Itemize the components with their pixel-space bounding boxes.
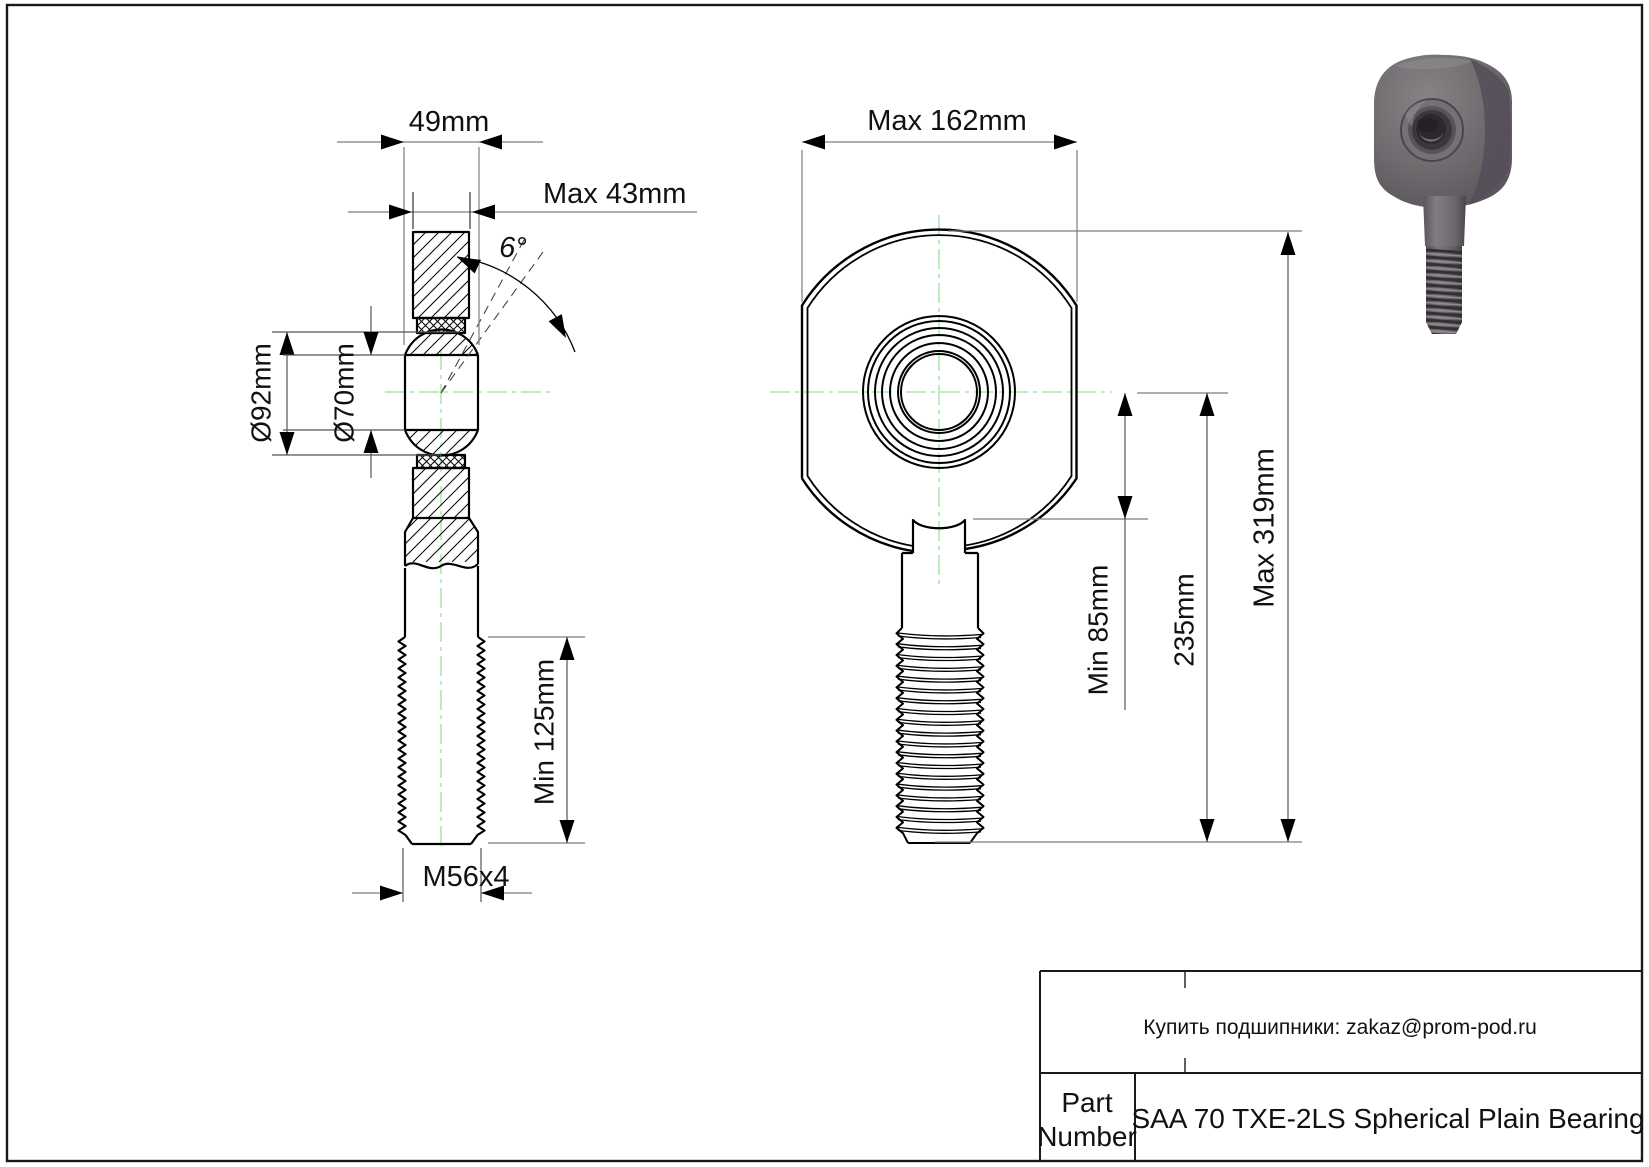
- part-number-label-line2: Number: [1037, 1121, 1137, 1152]
- dim-center-end-label: 235mm: [1168, 573, 1200, 667]
- dim-ball-width-label: 49mm: [408, 106, 490, 138]
- dim-ball-dia-label: Ø92mm: [245, 343, 277, 443]
- dim-head-width-label: Max 43mm: [543, 178, 687, 210]
- dim-front-width-label: Max 162mm: [867, 105, 1027, 137]
- dim-angle-label: 6°: [499, 232, 527, 264]
- 3d-render-rod-end: [1374, 55, 1512, 340]
- title-block-contact: Купить подшипники: zakaz@prom-pod.ru: [1143, 1016, 1537, 1039]
- dim-bore-dia-label: Ø70mm: [328, 343, 360, 443]
- render-neck: [1423, 196, 1466, 246]
- dim-thread-spec-label: M56x4: [422, 861, 510, 893]
- part-number-value: SAA 70 TXE-2LS Spherical Plain Bearing: [1131, 1103, 1645, 1134]
- front-view: [770, 105, 1302, 843]
- dim-center-shoulder-label: Min 85mm: [1082, 564, 1114, 696]
- render-bore-shadow: [1418, 118, 1438, 132]
- part-number-label-line1: Part: [1061, 1087, 1113, 1118]
- dim-thread-length-label: Min 125mm: [528, 658, 560, 806]
- side-view-section: [245, 106, 697, 902]
- dim-overall-length-label: Max 319mm: [1248, 448, 1281, 608]
